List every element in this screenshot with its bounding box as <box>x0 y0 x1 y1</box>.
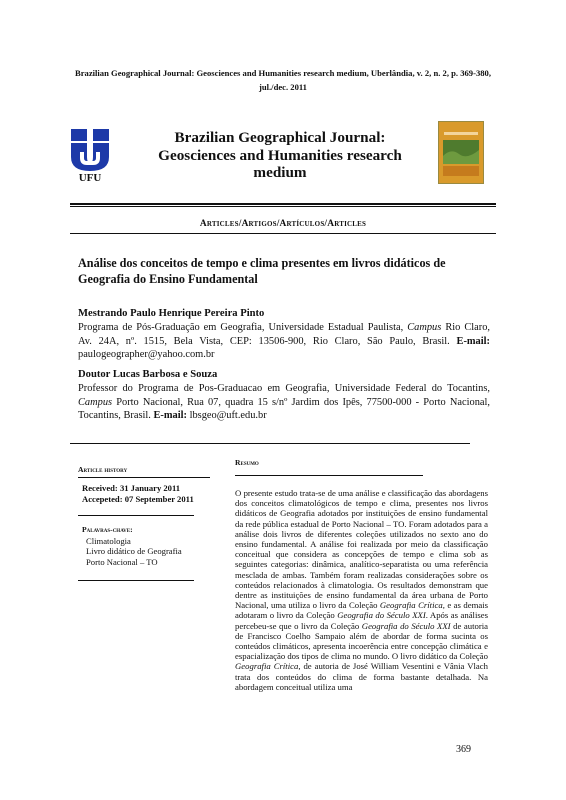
journal-title: Brazilian Geographical Journal: Geosciences and Humanities research medium <box>158 129 402 181</box>
keyword-item: Porto Nacional – TO <box>86 556 158 567</box>
article-history <box>82 483 222 504</box>
affiliation-address: Rio Claro, Av. 24A, nº. 1515, Bela Vista, CEP: 13506-900, Rio Claro, São Paulo, Brasil. <box>78 321 491 347</box>
masthead-rule <box>70 203 496 205</box>
abstract-italic: Geografia Crítica <box>379 600 443 611</box>
affiliation-campus: Campus <box>407 321 442 333</box>
section-rule <box>70 233 496 234</box>
author-block <box>78 307 490 362</box>
keyword-item: Livro didático de Geografia <box>86 546 182 557</box>
author-block <box>78 368 490 423</box>
received-date: Received: 31 January 2011 <box>82 483 181 493</box>
abstract-rule <box>235 475 423 476</box>
ufu-logo-text: UFU <box>78 172 102 184</box>
affiliation-address: Porto Nacional, Rua 07, quadra 15 s/nº Jardim dos Ipês, 77500-000 - Porto Nacional, Tocantins, Brasil. <box>78 396 490 422</box>
section-kind: Articles/Artigos/Artículos/Articles <box>199 219 367 229</box>
abstract-segment: . Após as análises percebeu-se que o livro da Coleção <box>235 610 488 631</box>
keywords-rule-bottom <box>78 580 194 581</box>
affiliation-text: Programa de Pós-Graduação em Geografia, Universidade Estadual Paulista, <box>78 321 404 333</box>
keywords-rule-top <box>78 515 194 516</box>
email-label: E-mail: <box>153 410 187 422</box>
abstract-italic: Geografia do Século XXI <box>361 620 451 631</box>
affiliation-text: Professor do Programa de Pos-Graduacao em Geografia, Universidade Federal do Tocantins, <box>78 382 490 394</box>
article-history-title: Article history <box>78 465 128 474</box>
author-affiliation <box>78 382 490 423</box>
keyword-item: Climatologia <box>86 536 131 546</box>
abstract-segment: , de autoria de José William Vesentini e Vânia Vlach trata dos conteúdos do clima de forma bastante detalhada. Na abordagem conceitual utiliza uma <box>235 661 488 692</box>
affiliation-campus: Campus <box>78 396 113 408</box>
email-label: E-mail: <box>456 335 490 347</box>
keywords-list <box>86 536 236 567</box>
header-citation: Brazilian Geographical Journal: Geosciences and Humanities research medium, Uberlândia, v. 2, n. 2, p. 369-380, jul./dec. 2011 <box>74 68 491 92</box>
author-name: Doutor Lucas Barbosa e Souza <box>78 369 218 380</box>
abstract-italic: Geografia do Século XXI <box>337 610 426 621</box>
author-name: Mestrando Paulo Henrique Pereira Pinto <box>78 308 265 319</box>
masthead-rule-thin <box>70 206 496 207</box>
author-email-link[interactable]: paulogeographer@yahoo.com.br <box>78 349 215 361</box>
keywords-title: Palavras-chave: <box>82 525 133 534</box>
author-affiliation <box>78 321 490 362</box>
accepted-date: Accepeted: 07 September 2011 <box>82 493 194 504</box>
page-number: 369 <box>456 744 471 755</box>
abstract-segment: O presente estudo trata-se de uma análise e classificação das abordagens dos conceitos climatológicos de tempo e clima, presentes nos livros didáticos de Geografia adotados por instituições de ensino fundamental da rede pública estadual de Porto Nacional – TO. Foram adotados para a análise dois livros de diferentes coleções utilizados no sexto ano do ensino fundamental. A análise foi realizada por meio da classificação conceitual que considera as concepções de tempo e clima sob as seguintes categorias: dinâmica, analítico-separatista ou uma referência mesclada de ambas. Também foram realizadas considerações sobre os conteúdos relacionados à climatologia. Os resultados demonstram que dentre as instituições de ensino fundamental da área urbana de Porto Nacional, uma utiliza o livro da Coleção <box>235 488 488 611</box>
abstract-text <box>235 488 488 692</box>
article-title: Análise dos conceitos de tempo e clima presentes em livros didáticos de Geografia do Ensino Fundamental <box>78 256 446 286</box>
abstract-segment: , e as demais adotaram o livro da Coleção <box>235 600 488 621</box>
abstract-italic: Geografia Crítica <box>235 661 299 672</box>
authors-rule <box>70 443 470 444</box>
author-email-link[interactable]: lbsgeo@uft.edu.br <box>189 410 267 422</box>
history-rule <box>78 477 210 478</box>
abstract-segment: de autoria de Francisco Coelho Sampaio além de abordar de forma sucinta os conteúdos climáticos, apresenta incoerência entre concepção climática e espacialização dos tipos de clima no mundo. O livro didático da Coleção <box>235 620 488 662</box>
abstract-title: Resumo <box>235 458 259 467</box>
journal-cover-thumbnail <box>438 121 484 184</box>
